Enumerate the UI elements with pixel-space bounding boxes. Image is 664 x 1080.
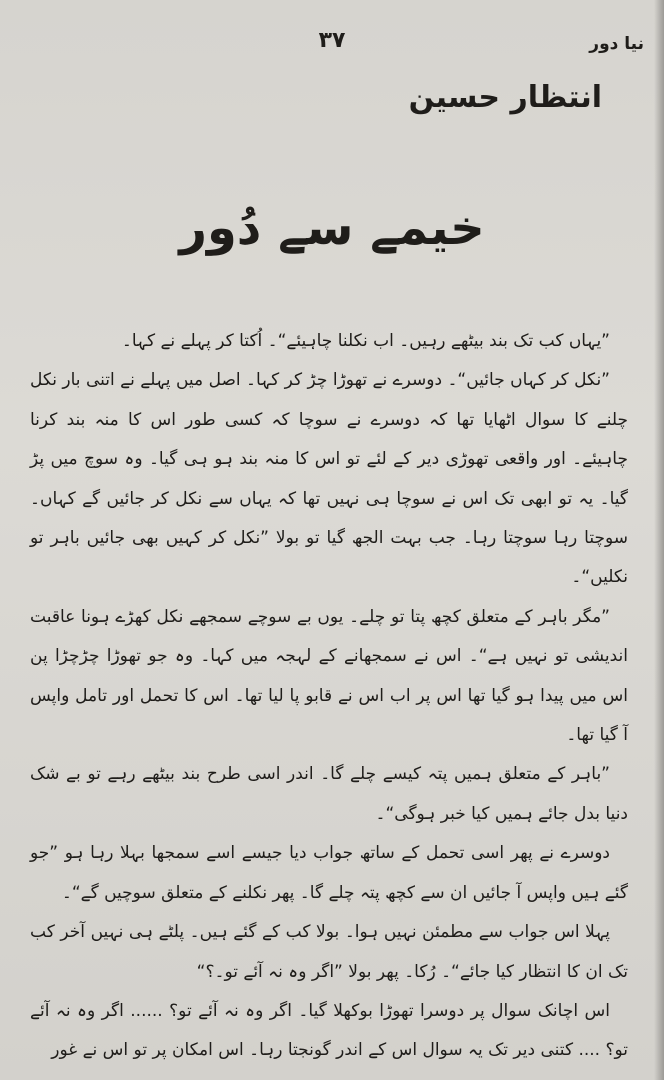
author-name: انتظار حسین — [408, 80, 602, 115]
story-body — [30, 322, 628, 1071]
paragraph: اس اچانک سوال پر دوسرا تھوڑا بوکھلا گیا۔ اگر وہ نہ آئے تو؟ ...... اگر وہ نہ آئے تو؟ .... کتنی دیر تک یہ سوال اس کے اندر گونجتا رہا۔ اس امکان پر تو اس نے غور — [30, 1000, 628, 1061]
story-title: خیمے سے دُور — [179, 200, 485, 256]
paragraph: ”مگر باہر کے متعلق کچھ پتا تو چلے۔ یوں بے سوچے سمجھے نکل کھڑے ہونا عاقبت اندیشی تو نہیں ہے“۔ اس نے سمجھانے کے لہجہ میں کہا۔ وہ جو تھوڑا چڑچڑا پن اس میں پیدا ہو گیا تھا اس پر اب اس نے قابو پا لیا تھا۔ اس کا تحمل اور تامل واپس آ گیا تھا۔ — [30, 606, 628, 746]
page-edge-shadow — [654, 0, 664, 1080]
paragraph: دوسرے نے پھر اسی تحمل کے ساتھ جواب دیا جیسے اسے سمجھا بہلا رہا ہو ”جو گئے ہیں واپس آ جائیں ان سے کچھ پتہ چلے گا۔ پھر نکلنے کے متعلق سوچیں گے“۔ — [30, 843, 628, 903]
running-head: نیا دور — [589, 34, 644, 54]
paragraph: پہلا اس جواب سے مطمئن نہیں ہوا۔ بولا کب کے گئے ہیں۔ پلٹے ہی نہیں آخر کب تک ان کا انتظار کیا جائے“۔ رُکا۔ پھر بولا ”اگر وہ نہ آئے تو۔؟“ — [30, 922, 628, 982]
paragraph: ”نکل کر کہاں جائیں“۔ دوسرے نے تھوڑا چڑ کر کہا۔ اصل میں پہلے نے اتنی بار نکل چلنے کا سوال اٹھایا تھا کہ دوسرے نے سوچا کہ کسی طور اس کا منہ بند کرنا چاہیئے۔ اور واقعی تھوڑی دیر کے لئے تو اس کا منہ بند ہو ہی گیا۔ وہ سوچ میں پڑ گیا۔ یہ تو ابھی تک اس نے سوچا ہی نہیں تھا کہ یہاں سے نکل کر جائیں گے کہاں۔ سوچتا رہا سوچتا رہا۔ جب بہت الجھ گیا تو بولا ”نکل کر کہیں بھی جائیں باہر تو نکلیں“۔ — [30, 370, 628, 588]
page-number: ۳۷ — [318, 28, 346, 53]
paragraph: ”باہر کے متعلق ہمیں پتہ کیسے چلے گا۔ اندر اسی طرح بند بیٹھے رہے تو بے شک دنیا بدل جائے ہمیں کیا خبر ہوگی“۔ — [30, 764, 628, 824]
paragraph: ”یہاں کب تک بند بیٹھے رہیں۔ اب نکلنا چاہیئے“۔ اُکتا کر پہلے نے کہا۔ — [121, 331, 610, 351]
